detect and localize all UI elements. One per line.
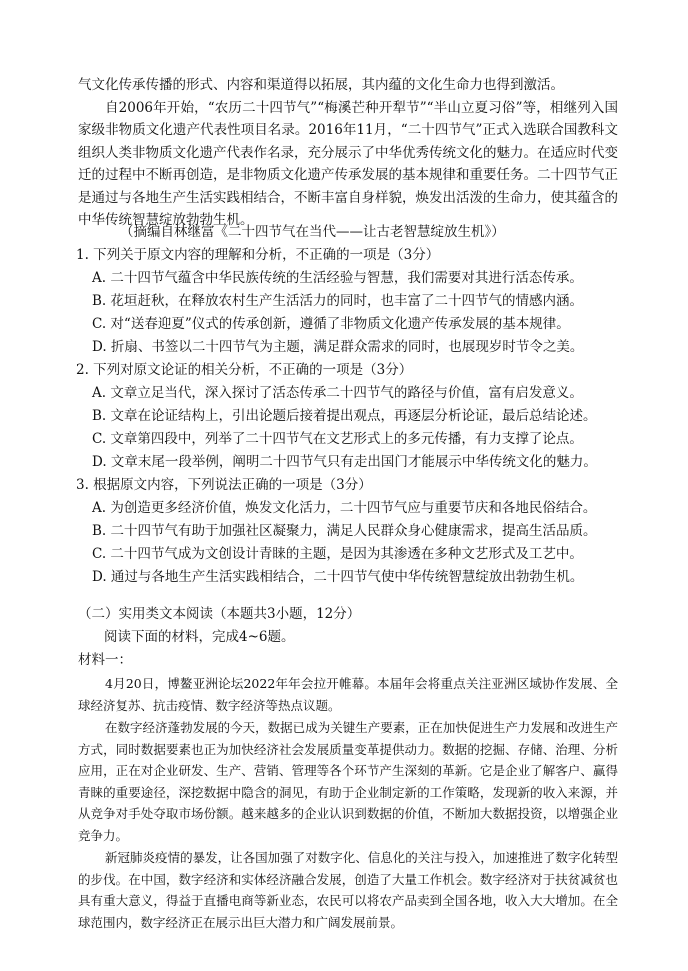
question-3-option-b: B. 二十四节气有助于加强社区凝聚力，满足人民群众身心健康需求，提高生活品质。 — [92, 523, 597, 539]
question-2-option-a: A. 文章立足当代，深入探讨了活态传承二十四节气的路径与价值，富有启发意义。 — [92, 385, 583, 401]
passage-paragraph-top: 气文化传承传播的形式、内容和渠道得以拓展，其内蕴的文化生命力也得到激活。 — [78, 77, 564, 93]
question-2-option-d: D. 文章末尾一段举例，阐明二十四节气只有走出国门才能展示中华传统文化的魅力。 — [92, 454, 597, 470]
question-3-option-a: A. 为创造更多经济价值，焕发文化活力，二十四节气应与重要节庆和各地民俗结合。 — [92, 500, 597, 516]
question-1-option-b: B. 花垣赶秋，在释放农村生产生活活力的同时，也丰富了二十四节气的情感内涵。 — [92, 293, 584, 309]
section-2-instruction: 阅读下面的材料，完成4~6题。 — [104, 629, 295, 645]
passage-source: （摘编自林继富《二十四节气在当代——让古老智慧绽放生机》） — [120, 224, 505, 240]
passage-paragraph-2006: 自2006年开始，“农历二十四节气”“梅溪芒种开犁节”“半山立夏习俗”等，相继列入国家级非物质文化遗产代表性项目名录。2016年11月，“二十四节气”正式入选联合国教科文组织人类非物质文化遗产代表作名录，充分展示了中华优秀传统文化的魅力。在适应时代变迁的过程中不断再创造，是非物质文化遗产传承发展的基本规律和重要任务。二十四节气正是通过与各地生产生活实践相结合，不断丰富自身样貌，焕发出活泼的生命力，使其蕴含的中华传统智慧绽放勃勃生机。 — [78, 100, 618, 229]
material-1-label: 材料一： — [78, 652, 132, 668]
question-2-stem: 2. 下列对原文论证的相关分析，不正确的一项是（3分） — [76, 362, 413, 378]
material-1-paragraph-1: 4月20日，博鳌亚洲论坛2022年年会拉开帷幕。本届年会将重点关注亚洲区域协作发展、全球经济复苏、抗击疫情、数字经济等热点议题。 — [78, 676, 618, 713]
material-1-paragraph-2: 在数字经济蓬勃发展的今天，数据已成为关键生产要素，正在加快促进生产力发展和改进生产方式，同时数据要素也正为加快经济社会发展质量变革提供动力。数据的挖掘、存储、治理、分析应用，正在对企业研发、生产、营销、管理等各个环节产生深刻的革新。它是企业了解客户、赢得青睐的重要途径，深挖数据中隐含的洞见，有助于企业制定新的工作策略，发现新的收入来源，并从竞争对手处夺取市场份额。越来越多的企业认识到数据的价值，不断加大数据投资，以增强企业竞争力。 — [78, 720, 618, 843]
question-1-option-a: A. 二十四节气蕴含中华民族传统的生活经验与智慧，我们需要对其进行活态传承。 — [92, 270, 583, 286]
question-1-option-c: C. 对“送春迎夏”仪式的传承创新，遵循了非物质文化遗产传承发展的基本规律。 — [92, 316, 570, 332]
question-2-option-c: C. 文章第四段中，列举了二十四节气在文艺形式上的多元传播，有力支撑了论点。 — [92, 431, 583, 447]
question-3-stem: 3. 根据原文内容，下列说法正确的一项是（3分） — [76, 477, 372, 493]
question-1-option-d: D. 折扇、书签以二十四节气为主题，满足群众需求的同时，也展现岁时节令之美。 — [92, 339, 584, 355]
question-3-option-d: D. 通过与各地生产生活实践相结合，二十四节气使中华传统智慧绽放出勃勃生机。 — [92, 569, 584, 585]
section-2-title: （二）实用类文本阅读（本题共3小题，12分） — [78, 606, 361, 622]
question-2-option-b: B. 文章在论证结构上，引出论题后接着提出观点，再逐层分析论证，最后总结论述。 — [92, 408, 597, 424]
question-1-stem: 1. 下列关于原文内容的理解和分析，不正确的一项是（3分） — [76, 247, 440, 263]
question-3-option-c: C. 二十四节气成为文创设计青睐的主题，是因为其渗透在多种文艺形式及工艺中。 — [92, 546, 583, 562]
material-1-paragraph-3: 新冠肺炎疫情的暴发，让各国加强了对数字化、信息化的关注与投入，加速推进了数字化转型的步伐。在中国，数字经济和实体经济融合发展，创造了大量工作机会。数字经济对于扶贫减贫也具有重大意义，得益于直播电商等新业态，农民可以将农产品卖到全国各地，收入大大增加。在全球范围内，数字经济正在展示出巨大潜力和广阔发展前景。 — [78, 850, 618, 930]
